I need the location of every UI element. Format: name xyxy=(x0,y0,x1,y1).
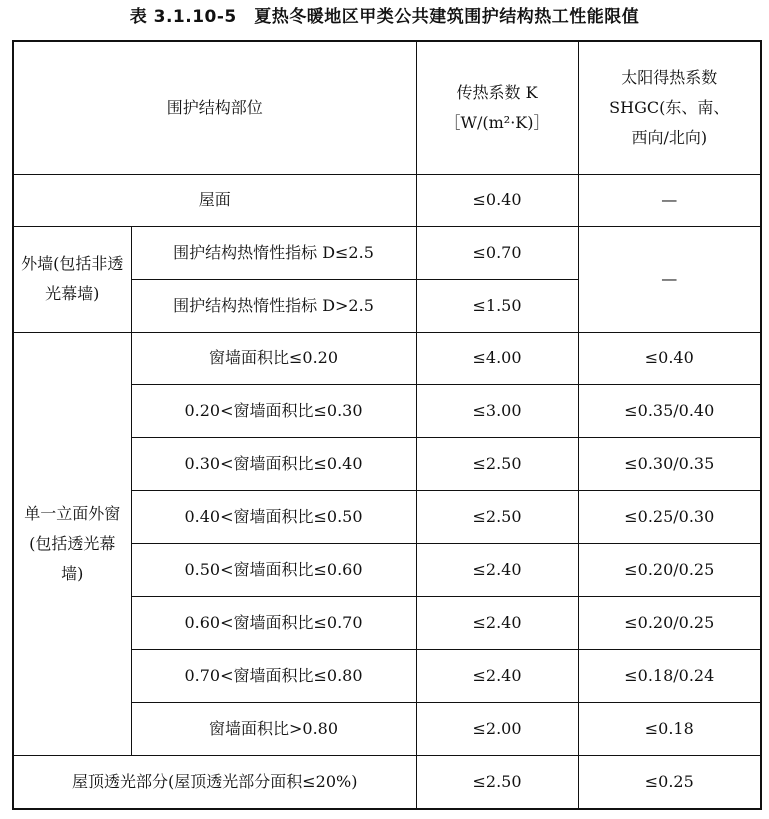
window-label: 0.50<窗墙面积比≤0.60 xyxy=(131,543,416,596)
wall-shgc: — xyxy=(578,226,761,332)
window-label: 0.40<窗墙面积比≤0.50 xyxy=(131,490,416,543)
skylight-label: 屋顶透光部分(屋顶透光部分面积≤20%) xyxy=(13,755,416,809)
skylight-shgc: ≤0.25 xyxy=(578,755,761,809)
table-row xyxy=(13,174,761,226)
header-shgc-line2: SHGC(东、南、 xyxy=(609,97,730,117)
header-k-line2: ［W/(m²·K)］ xyxy=(444,112,550,132)
skylight-k: ≤2.50 xyxy=(416,755,578,809)
header-shgc-line1: 太阳得热系数 xyxy=(621,67,718,87)
window-label: 0.70<窗墙面积比≤0.80 xyxy=(131,649,416,702)
window-shgc: ≤0.40 xyxy=(578,332,761,384)
window-shgc: ≤0.35/0.40 xyxy=(578,384,761,437)
window-label: 窗墙面积比≤0.20 xyxy=(131,332,416,384)
wall-sub2-label: 围护结构热惰性指标 D>2.5 xyxy=(131,279,416,332)
window-label: 0.20<窗墙面积比≤0.30 xyxy=(131,384,416,437)
window-k: ≤2.40 xyxy=(416,649,578,702)
window-k: ≤2.00 xyxy=(416,702,578,755)
header-k-line1: 传热系数 K xyxy=(456,82,538,102)
wall-k1: ≤0.70 xyxy=(416,226,578,279)
header-shgc-line3: 西向/北向) xyxy=(631,127,708,147)
roof-shgc: — xyxy=(578,174,761,226)
window-label: 窗墙面积比>0.80 xyxy=(131,702,416,755)
wall-sub1-label: 围护结构热惰性指标 D≤2.5 xyxy=(131,226,416,279)
header-k xyxy=(416,41,578,174)
table-row xyxy=(13,332,761,384)
header-part: 围护结构部位 xyxy=(13,41,416,174)
window-shgc: ≤0.20/0.25 xyxy=(578,543,761,596)
window-group-label: 单一立面外窗(包括透光幕墙) xyxy=(13,332,131,755)
window-k: ≤2.40 xyxy=(416,596,578,649)
window-shgc: ≤0.18/0.24 xyxy=(578,649,761,702)
window-shgc: ≤0.25/0.30 xyxy=(578,490,761,543)
roof-k: ≤0.40 xyxy=(416,174,578,226)
window-label: 0.60<窗墙面积比≤0.70 xyxy=(131,596,416,649)
window-shgc: ≤0.20/0.25 xyxy=(578,596,761,649)
table-row xyxy=(13,226,761,279)
table-row xyxy=(13,755,761,809)
window-shgc: ≤0.30/0.35 xyxy=(578,437,761,490)
header-row xyxy=(13,41,761,174)
thermal-limits-table xyxy=(12,40,762,810)
table-title: 表 3.1.10-5 夏热冬暖地区甲类公共建筑围护结构热工性能限值 xyxy=(129,7,640,27)
window-k: ≤4.00 xyxy=(416,332,578,384)
window-k: ≤2.50 xyxy=(416,490,578,543)
window-k: ≤2.40 xyxy=(416,543,578,596)
header-shgc xyxy=(578,41,761,174)
window-shgc: ≤0.18 xyxy=(578,702,761,755)
window-k: ≤3.00 xyxy=(416,384,578,437)
wall-group-label: 外墙(包括非透光幕墙) xyxy=(13,226,131,332)
roof-label: 屋面 xyxy=(13,174,416,226)
wall-k2: ≤1.50 xyxy=(416,279,578,332)
window-label: 0.30<窗墙面积比≤0.40 xyxy=(131,437,416,490)
window-k: ≤2.50 xyxy=(416,437,578,490)
